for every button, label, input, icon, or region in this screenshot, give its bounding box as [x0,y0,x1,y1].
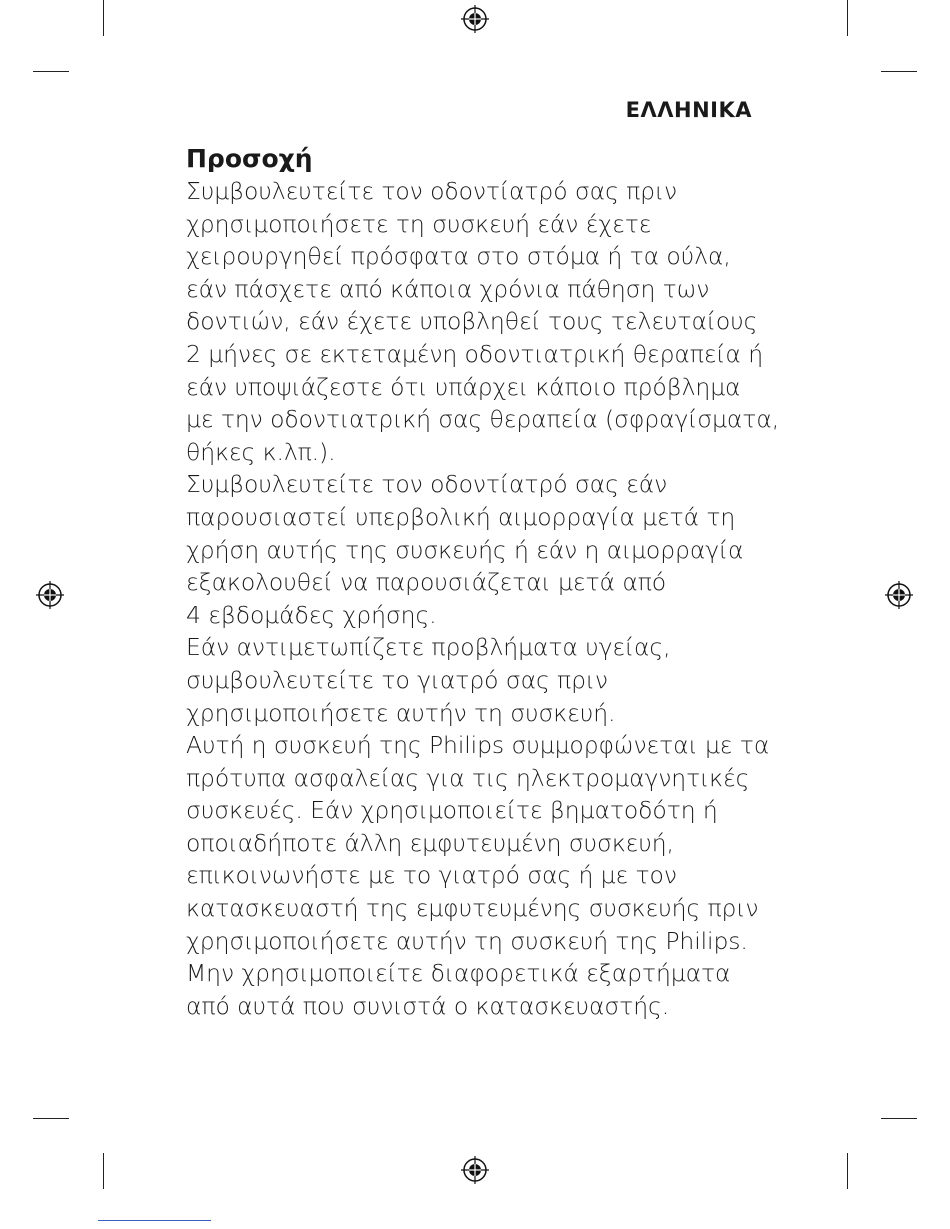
paragraph-emc-pacemaker: Αυτή η συσκευή της Philips συμμορφώνεται με τα πρότυπα ασφαλείας για τις ηλεκτρομαγνητικές συσκευές. Εάν χρησιμοποιείτε βηματοδότη ή οποιαδήποτε άλλη εμφυτευμένη συσκευή, επικοινωνήστε με το γιατρό σας ή με τον κατασκευαστή της εμφυτευμένης συσκευής πριν χρησιμοποιήσετε αυτήν τη συσκευή της Philips. [186,731,770,955]
crop-mark-bottom-right-vertical [847,1153,848,1189]
crop-mark-top-right-vertical [847,0,848,36]
crop-mark-bottom-left-vertical [103,1153,104,1189]
paragraph-health-problems: Εάν αντιμετωπίζετε προβλήματα υγείας, συμβουλευτείτε το γιατρό σας πριν χρησιμοποιήσετε αυτήν τη συσκευή. [186,633,671,727]
paragraph-accessories: Μην χρησιμοποιείτε διαφορετικά εξαρτήματα από αυτά που συνιστά ο κατασκευαστής. [186,959,731,1020]
bottom-rule [98,1220,211,1221]
section-heading: Προσοχή [186,144,313,173]
registration-mark-icon [35,580,65,610]
registration-mark-icon [460,1155,490,1185]
crop-mark-bottom-right-horizontal [881,1118,917,1119]
registration-mark-icon [884,580,914,610]
language-label: ΕΛΛΗΝΙΚΑ [625,98,752,122]
crop-mark-top-left-horizontal [33,71,69,72]
crop-mark-top-right-horizontal [881,71,917,72]
crop-mark-top-left-vertical [103,0,104,36]
registration-mark-icon [460,4,490,34]
crop-mark-bottom-left-horizontal [33,1118,69,1119]
paragraph-bleeding: Συμβουλευτείτε τον οδοντίατρό σας εάν παρουσιαστεί υπερβολική αιμορραγία μετά τη χρήση αυτής της συσκευής ή εάν η αιμορραγία εξακολουθεί να παρουσιάζεται μετά από 4 εβδομάδες χρήσης. [186,470,744,629]
caution-section [186,143,826,1022]
paragraph-dentist-consult: Συμβουλευτείτε τον οδοντίατρό σας πριν χρησιμοποιήσετε τη συσκευή εάν έχετε χειρουργηθεί πρόσφατα στο στόμα ή τα ούλα, εάν πάσχετε από κάποια χρόνια πάθηση των δοντιών, εάν έχετε υποβληθεί τους τελευταίους 2 μήνες σε εκτεταμένη οδοντιατρική θεραπεία ή εάν υποψιάζεστε ότι υπάρχει κάποιο πρόβλημα με την οδοντιατρική σας θεραπεία (σφραγίσματα, θήκες κ.λπ.). [186,177,780,466]
